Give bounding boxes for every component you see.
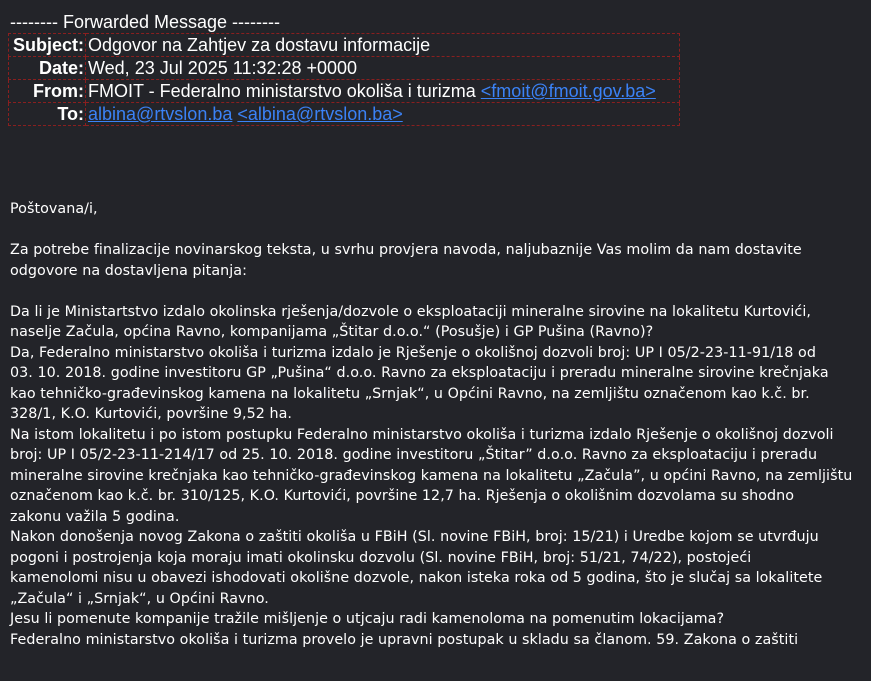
body-line: mineralne sirovine krečnjaka kao tehničko-građevinskog kamena na lokalitetu „Začula”, u općini Ravno, na zemljištu [10, 467, 853, 484]
body-line: zakonu važila 5 godina. [10, 508, 180, 525]
from-value [86, 80, 680, 103]
body-line: 03. 10. 2018. godine investitoru GP „Pušina“ d.o.o. Ravno za eksploataciju i preradu mineralne sirovine krečnjaka [10, 365, 829, 381]
forwarded-message-banner: -------- Forwarded Message -------- [10, 12, 280, 32]
message-body [10, 199, 865, 650]
intro-line: Za potrebe finalizacije novinarskog teksta, u svrhu provjera navoda, naljubaznije Vas molim da nam dostavite [10, 242, 802, 258]
body-line: Da, Federalno ministarstvo okoliša i turizma izdalo je Rješenje o okolišnoj dozvoli broj: UP I 05/2-23-11-91/18 od [10, 344, 816, 361]
message-headers-table [8, 33, 680, 126]
subject-value: Odgovor na Zahtjev za dostavu informacije [86, 34, 680, 57]
greeting: Poštovana/i, [10, 201, 98, 217]
body-line: Na istom lokalitetu i po istom postupku Federalno ministarstvo okoliša i turizma izdalo Rješenje o okolišnoj dozvoli [10, 426, 834, 443]
intro-line: odgovore na dostavljena pitanja: [10, 262, 247, 279]
date-value: Wed, 23 Jul 2025 11:32:28 +0000 [86, 57, 680, 80]
subject-row [9, 34, 680, 57]
body-line: kamenolomi nisu u obavezi ishodovati okolišne dozvole, nakon isteka roka od 5 godina, što je slučaj sa lokalitete [10, 570, 823, 586]
body-line: naselje Začula, općina Ravno, kompanijama „Štitar d.o.o.“ (Posušje) i GP Pušina (Ravno)? [10, 324, 654, 340]
to-name-link[interactable]: albina@rtvslon.ba [88, 104, 233, 124]
body-line: označenom kao k.č. br. 310/125, K.O. Kurtovići, površine 12,7 ha. Rješenja o okolišnim dozvolama su shodno [10, 488, 795, 504]
date-row [9, 57, 680, 80]
to-email-link[interactable]: <albina@rtvslon.ba> [237, 104, 403, 124]
from-email-link[interactable]: <fmoit@fmoit.gov.ba> [480, 81, 656, 101]
to-label: To: [9, 103, 86, 126]
body-line: Federalno ministarstvo okoliša i turizma provelo je upravni postupak u skladu sa članom. 59. Zakona o zaštiti [10, 631, 799, 648]
body-line: kao tehničko-građevinskog kamena na lokalitetu „Srnjak“, u Općini Ravno, na zemljištu označenom kao k.č. br. [10, 385, 810, 402]
body-line: „Začula“ i „Srnjak“, u Općini Ravno. [10, 590, 269, 607]
date-label: Date: [9, 57, 86, 80]
paragraph-gap [10, 220, 865, 241]
body-line: Jesu li pomenute kompanije tražile mišljenje o utjcaju radi kamenoloma na pomenutim lokacijama? [10, 611, 725, 627]
from-row [9, 80, 680, 103]
from-name: FMOIT - Federalno ministarstvo okoliša i turizma [88, 81, 476, 101]
to-row [9, 103, 680, 126]
body-line: broj: UP I 05/2-23-11-214/17 od 25. 10. 2018. godine investitoru „Štitar” d.o.o. Ravno za eksploataciju i preradu [10, 447, 818, 463]
to-value [86, 103, 680, 126]
body-line: Nakon donošenja novog Zakona o zaštiti okoliša u FBiH (Sl. novine FBiH, broj: 15/21) i Uredbe kojom se utvrđuju [10, 529, 819, 545]
from-label: From: [9, 80, 86, 103]
subject-label: Subject: [9, 34, 86, 57]
paragraph-gap [10, 281, 865, 302]
body-line: pogoni i postrojenja koja moraju imati okolinsku dozvolu (Sl. novine FBiH, broj: 51/21, 74/22), postojeći [10, 549, 752, 566]
body-line: 328/1, K.O. Kurtovići, površine 9,52 ha. [10, 406, 293, 422]
body-line: Da li je Ministartstvo izdalo okolinska rješenja/dozvole o eksploataciji mineralne sirovine na lokalitetu Kurtovići, [10, 303, 811, 320]
